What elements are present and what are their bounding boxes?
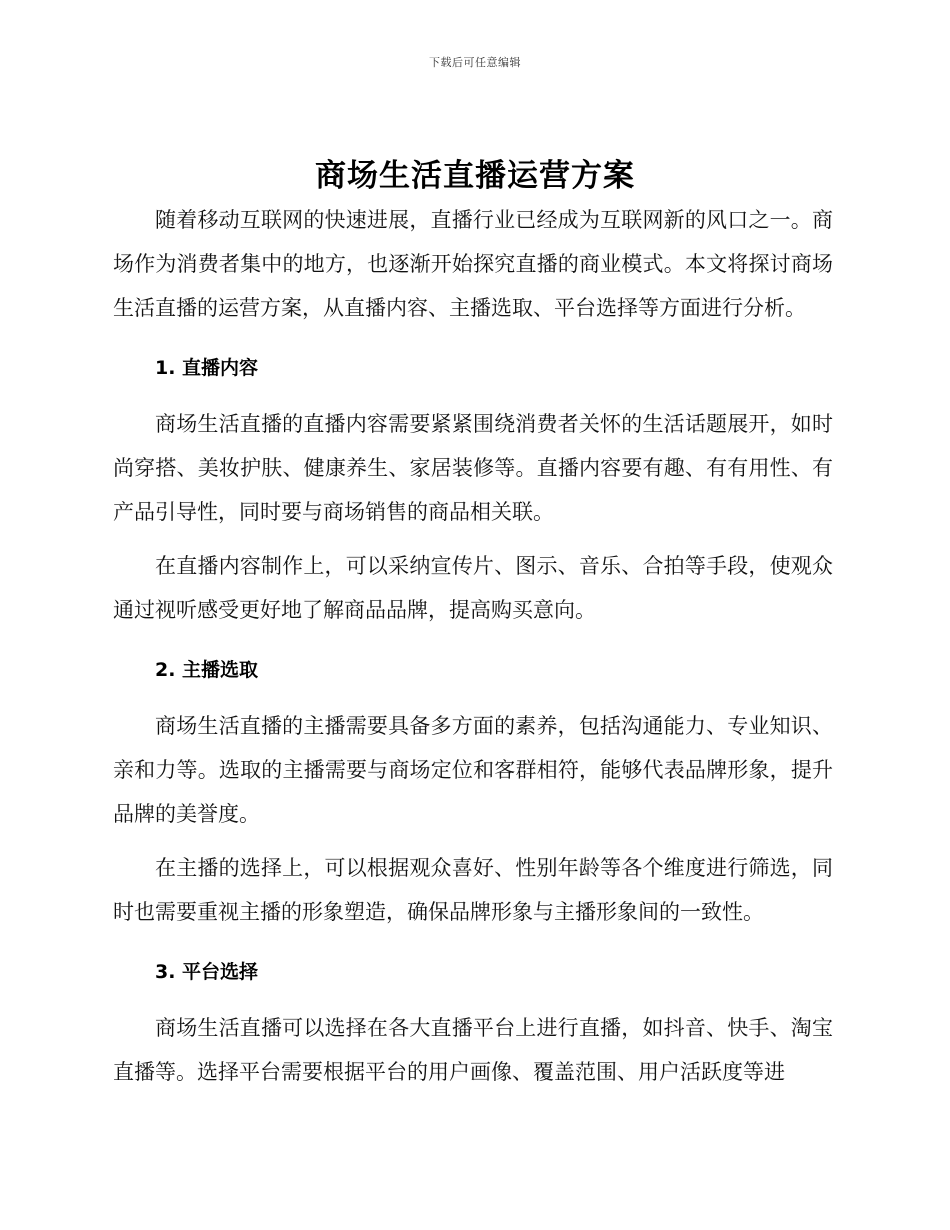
section-1-paragraph-1: 商场生活直播的直播内容需要紧紧围绕消费者关怀的生活话题展开，如时尚穿搭、美妆护肤、健康养生、家居装修等。直播内容要有趣、有有用性、有产品引导性，同时要与商场销售的商品相关联。	[113, 412, 833, 524]
section-1-paragraph-2: 在直播内容制作上，可以采纳宣传片、图示、音乐、合拍等手段，使观众通过视听感受更好地了解商品品牌，提高购买意向。	[113, 554, 833, 622]
section-heading-platform: 3. 平台选择	[155, 961, 259, 983]
document-title: 商场生活直播运营方案	[315, 158, 635, 194]
section-2-paragraph-2: 在主播的选择上，可以根据观众喜好、性别年龄等各个维度进行筛选，同时也需要重视主播的形象塑造，确保品牌形象与主播形象间的一致性。	[113, 856, 833, 924]
section-2-paragraph-1: 商场生活直播的主播需要具备多方面的素养，包括沟通能力、专业知识、亲和力等。选取的主播需要与商场定位和客群相符，能够代表品牌形象，提升品牌的美誉度。	[113, 714, 833, 826]
intro-paragraph: 随着移动互联网的快速进展，直播行业已经成为互联网新的风口之一。商场作为消费者集中的地方，也逐渐开始探究直播的商业模式。本文将探讨商场生活直播的运营方案，从直播内容、主播选取、平台选择等方面进行分析。	[113, 208, 833, 320]
section-heading-host: 2. 主播选取	[155, 659, 259, 681]
section-heading-content: 1. 直播内容	[155, 357, 259, 379]
document-body	[113, 198, 833, 1104]
section-3-paragraph-1: 商场生活直播可以选择在各大直播平台上进行直播，如抖音、快手、淘宝直播等。选择平台需要根据平台的用户画像、覆盖范围、用户活跃度等进	[113, 1016, 833, 1084]
header-note: 下载后可任意编辑	[429, 56, 521, 69]
